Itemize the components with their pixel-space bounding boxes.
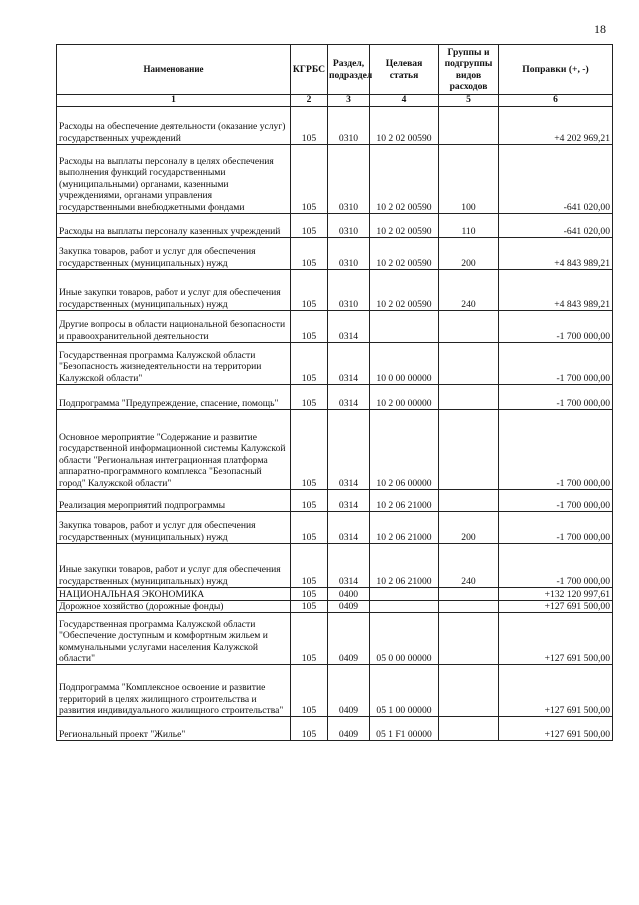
row-target: 10 2 06 21000 [370,490,439,512]
row-amount: -1 700 000,00 [499,490,613,512]
row-target: 10 2 06 21000 [370,544,439,588]
row-name: Иные закупки товаров, работ и услуг для обеспечения государственных (муниципальных) нужд [57,270,291,311]
row-kgrbs: 105 [291,717,328,741]
row-expense-group: 110 [439,214,499,238]
row-section: 0400 [328,588,370,601]
row-amount: +127 691 500,00 [499,665,613,717]
row-expense-group [439,107,499,145]
row-kgrbs: 105 [291,665,328,717]
row-amount: +4 843 989,21 [499,238,613,270]
row-kgrbs: 105 [291,588,328,601]
table-row [57,410,613,490]
row-expense-group [439,665,499,717]
header-kgrbs: КГРБС [291,45,328,95]
row-target: 10 2 02 00590 [370,107,439,145]
row-kgrbs: 105 [291,512,328,544]
column-number: 5 [439,95,499,107]
row-kgrbs: 105 [291,145,328,214]
row-section: 0314 [328,385,370,410]
column-number: 2 [291,95,328,107]
table-row [57,107,613,145]
row-name: Государственная программа Калужской области "Безопасность жизнедеятельности на территории Калужской области" [57,343,291,385]
row-kgrbs: 105 [291,214,328,238]
table-row [57,311,613,343]
row-target: 10 0 00 00000 [370,343,439,385]
table-row [57,490,613,512]
row-amount: -641 020,00 [499,214,613,238]
row-name: Иные закупки товаров, работ и услуг для обеспечения государственных (муниципальных) нужд [57,544,291,588]
row-target [370,588,439,601]
table-row [57,270,613,311]
table-row [57,238,613,270]
row-expense-group [439,385,499,410]
row-section: 0314 [328,512,370,544]
row-amount: -1 700 000,00 [499,385,613,410]
budget-amendments-table [56,44,613,741]
row-section: 0310 [328,238,370,270]
row-kgrbs: 105 [291,490,328,512]
row-expense-group [439,410,499,490]
table-row [57,343,613,385]
row-expense-group [439,717,499,741]
column-number: 3 [328,95,370,107]
row-amount: -1 700 000,00 [499,512,613,544]
column-number: 4 [370,95,439,107]
row-target: 05 1 F1 00000 [370,717,439,741]
row-target: 10 2 06 21000 [370,512,439,544]
row-section: 0409 [328,601,370,613]
row-expense-group: 200 [439,238,499,270]
row-section: 0314 [328,343,370,385]
row-expense-group [439,311,499,343]
row-target: 05 0 00 00000 [370,613,439,665]
row-expense-group [439,613,499,665]
row-amount: -1 700 000,00 [499,410,613,490]
row-expense-group [439,601,499,613]
row-expense-group [439,490,499,512]
row-kgrbs: 105 [291,311,328,343]
row-name: Подпрограмма "Комплексное освоение и развитие территорий в целях жилищного строительства и развития индивидуального жилищного строительства" [57,665,291,717]
row-target [370,311,439,343]
row-section: 0310 [328,107,370,145]
header-expense-group: Группы и подгруппы видов расходов [439,45,499,95]
row-section: 0314 [328,311,370,343]
row-target: 10 2 06 00000 [370,410,439,490]
row-section: 0409 [328,613,370,665]
table-row [57,588,613,601]
row-name: Реализация мероприятий подпрограммы [57,490,291,512]
table-row [57,665,613,717]
table-row [57,385,613,410]
row-name: Закупка товаров, работ и услуг для обеспечения государственных (муниципальных) нужд [57,238,291,270]
table-row [57,717,613,741]
row-expense-group: 240 [439,270,499,311]
row-expense-group [439,588,499,601]
page-number: 18 [594,22,606,36]
table-row [57,544,613,588]
row-expense-group: 200 [439,512,499,544]
row-name: Региональный проект "Жилье" [57,717,291,741]
row-name: НАЦИОНАЛЬНАЯ ЭКОНОМИКА [57,588,291,601]
row-kgrbs: 105 [291,107,328,145]
row-amount: +127 691 500,00 [499,601,613,613]
column-number-row [57,95,613,107]
table-row [57,214,613,238]
row-section: 0314 [328,410,370,490]
row-target: 10 2 02 00590 [370,145,439,214]
row-amount: -1 700 000,00 [499,343,613,385]
row-section: 0409 [328,717,370,741]
row-section: 0310 [328,214,370,238]
row-amount: +4 202 969,21 [499,107,613,145]
column-number: 6 [499,95,613,107]
row-kgrbs: 105 [291,270,328,311]
header-row [57,45,613,95]
row-amount: -1 700 000,00 [499,311,613,343]
row-target [370,601,439,613]
row-expense-group [439,343,499,385]
row-amount: +132 120 997,61 [499,588,613,601]
row-kgrbs: 105 [291,238,328,270]
row-amount: +4 843 989,21 [499,270,613,311]
row-name: Подпрограмма "Предупреждение, спасение, помощь" [57,385,291,410]
row-section: 0409 [328,665,370,717]
row-target: 10 2 02 00590 [370,214,439,238]
row-kgrbs: 105 [291,385,328,410]
header-section: Раздел, подраздел [328,45,370,95]
row-amount: +127 691 500,00 [499,717,613,741]
row-name: Основное мероприятие "Содержание и развитие государственной информационной системы Калужской области "Региональная интеграционная платформа аппаратно-программного комплекса "Безопасный город" Калужской области" [57,410,291,490]
row-name: Дорожное хозяйство (дорожные фонды) [57,601,291,613]
row-section: 0310 [328,145,370,214]
header-target: Целевая статья [370,45,439,95]
row-kgrbs: 105 [291,601,328,613]
column-number: 1 [57,95,291,107]
row-target: 10 2 00 00000 [370,385,439,410]
row-section: 0310 [328,270,370,311]
header-amendment: Поправки (+, -) [499,45,613,95]
table-row [57,512,613,544]
row-kgrbs: 105 [291,544,328,588]
row-expense-group: 240 [439,544,499,588]
row-target: 10 2 02 00590 [370,238,439,270]
row-kgrbs: 105 [291,343,328,385]
row-section: 0314 [328,490,370,512]
table-row [57,145,613,214]
row-name: Другие вопросы в области национальной безопасности и правоохранительной деятельности [57,311,291,343]
row-name: Расходы на выплаты персоналу в целях обеспечения выполнения функций государственными (муниципальными) органами, казенными учреждениями, органами управления государственными внебюджетными фондами [57,145,291,214]
row-amount: +127 691 500,00 [499,613,613,665]
row-amount: -1 700 000,00 [499,544,613,588]
row-target: 05 1 00 00000 [370,665,439,717]
row-name: Государственная программа Калужской области "Обеспечение доступным и комфортным жильем и коммунальными услугами населения Калужской области" [57,613,291,665]
row-expense-group: 100 [439,145,499,214]
header-name: Наименование [57,45,291,95]
row-name: Расходы на обеспечение деятельности (оказание услуг) государственных учреждений [57,107,291,145]
table-row [57,613,613,665]
row-amount: -641 020,00 [499,145,613,214]
row-name: Закупка товаров, работ и услуг для обеспечения государственных (муниципальных) нужд [57,512,291,544]
row-name: Расходы на выплаты персоналу казенных учреждений [57,214,291,238]
row-kgrbs: 105 [291,613,328,665]
row-target: 10 2 02 00590 [370,270,439,311]
table-row [57,601,613,613]
row-section: 0314 [328,544,370,588]
row-kgrbs: 105 [291,410,328,490]
